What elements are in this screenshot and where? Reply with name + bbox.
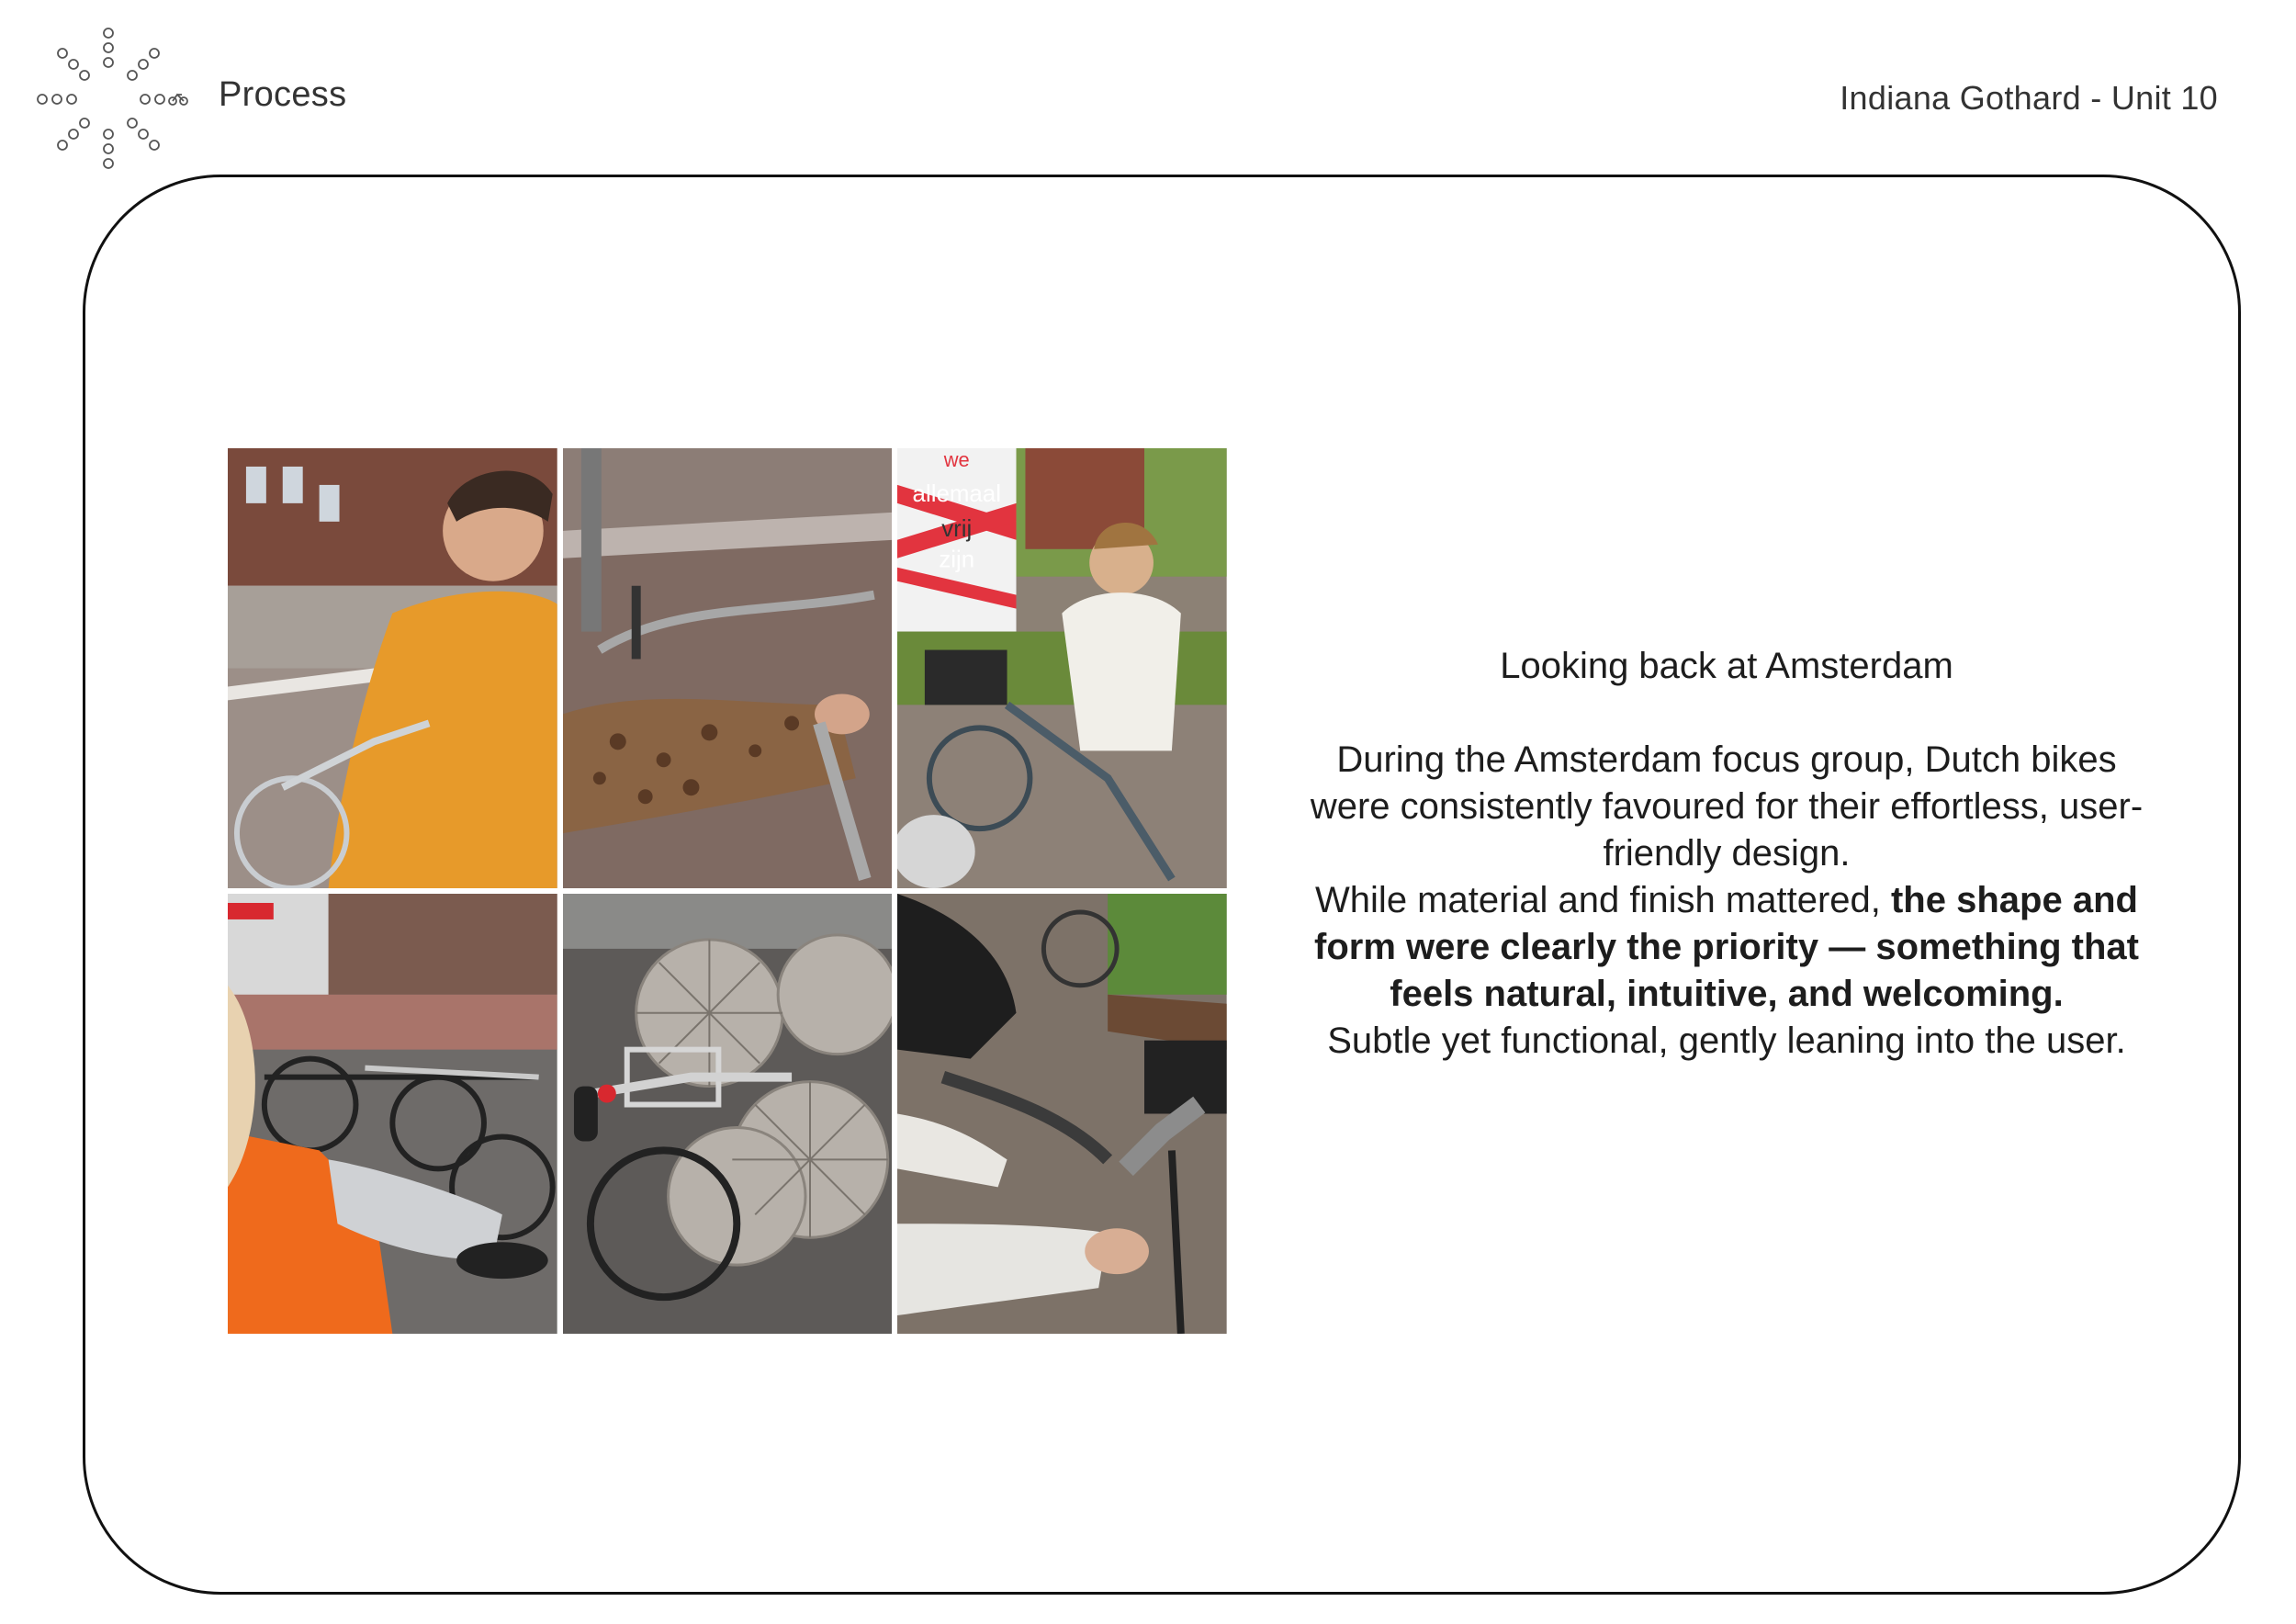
paragraph-2-plain: While material and finish mattered, [1315, 880, 1891, 920]
person-white-shirt-basket-bike-photo [897, 448, 1227, 888]
silver-wheel-bikes-photo [563, 894, 893, 1334]
logo [35, 26, 191, 177]
paragraph-2 [1304, 877, 2149, 1018]
section-label: Process [219, 75, 347, 114]
author-label: Indiana Gothard - Unit 10 [1840, 79, 2218, 117]
poster-text-2: allemaal [912, 480, 1002, 507]
dot-burst-bicycle-icon [35, 26, 191, 177]
paragraph-1: During the Amsterdam focus group, Dutch bikes were consistently favoured for their effortless, user-friendly design. [1310, 739, 2144, 874]
paragraph-3: Subtle yet functional, gently leaning into the user. [1327, 1021, 2126, 1061]
poster-text-4: zijn [939, 547, 975, 573]
orange-shirt-bike-rack-photo [228, 894, 557, 1334]
person-orange-shirt-bike-photo [228, 448, 557, 888]
poster-text-3: vrij [941, 515, 973, 542]
hand-on-handlebar-photo [897, 894, 1227, 1334]
poster-text-1: we [944, 448, 971, 471]
section-heading: Looking back at Amsterdam [1500, 646, 1953, 686]
photo-grid [228, 448, 1227, 1334]
paragraph-2-bold: the shape and form were clearly the priority — something that feels natural, intuitive, and welcoming. [1314, 880, 2139, 1014]
leopard-sleeve-handlebar-photo [563, 448, 893, 888]
description-text-block [1304, 643, 2149, 1065]
